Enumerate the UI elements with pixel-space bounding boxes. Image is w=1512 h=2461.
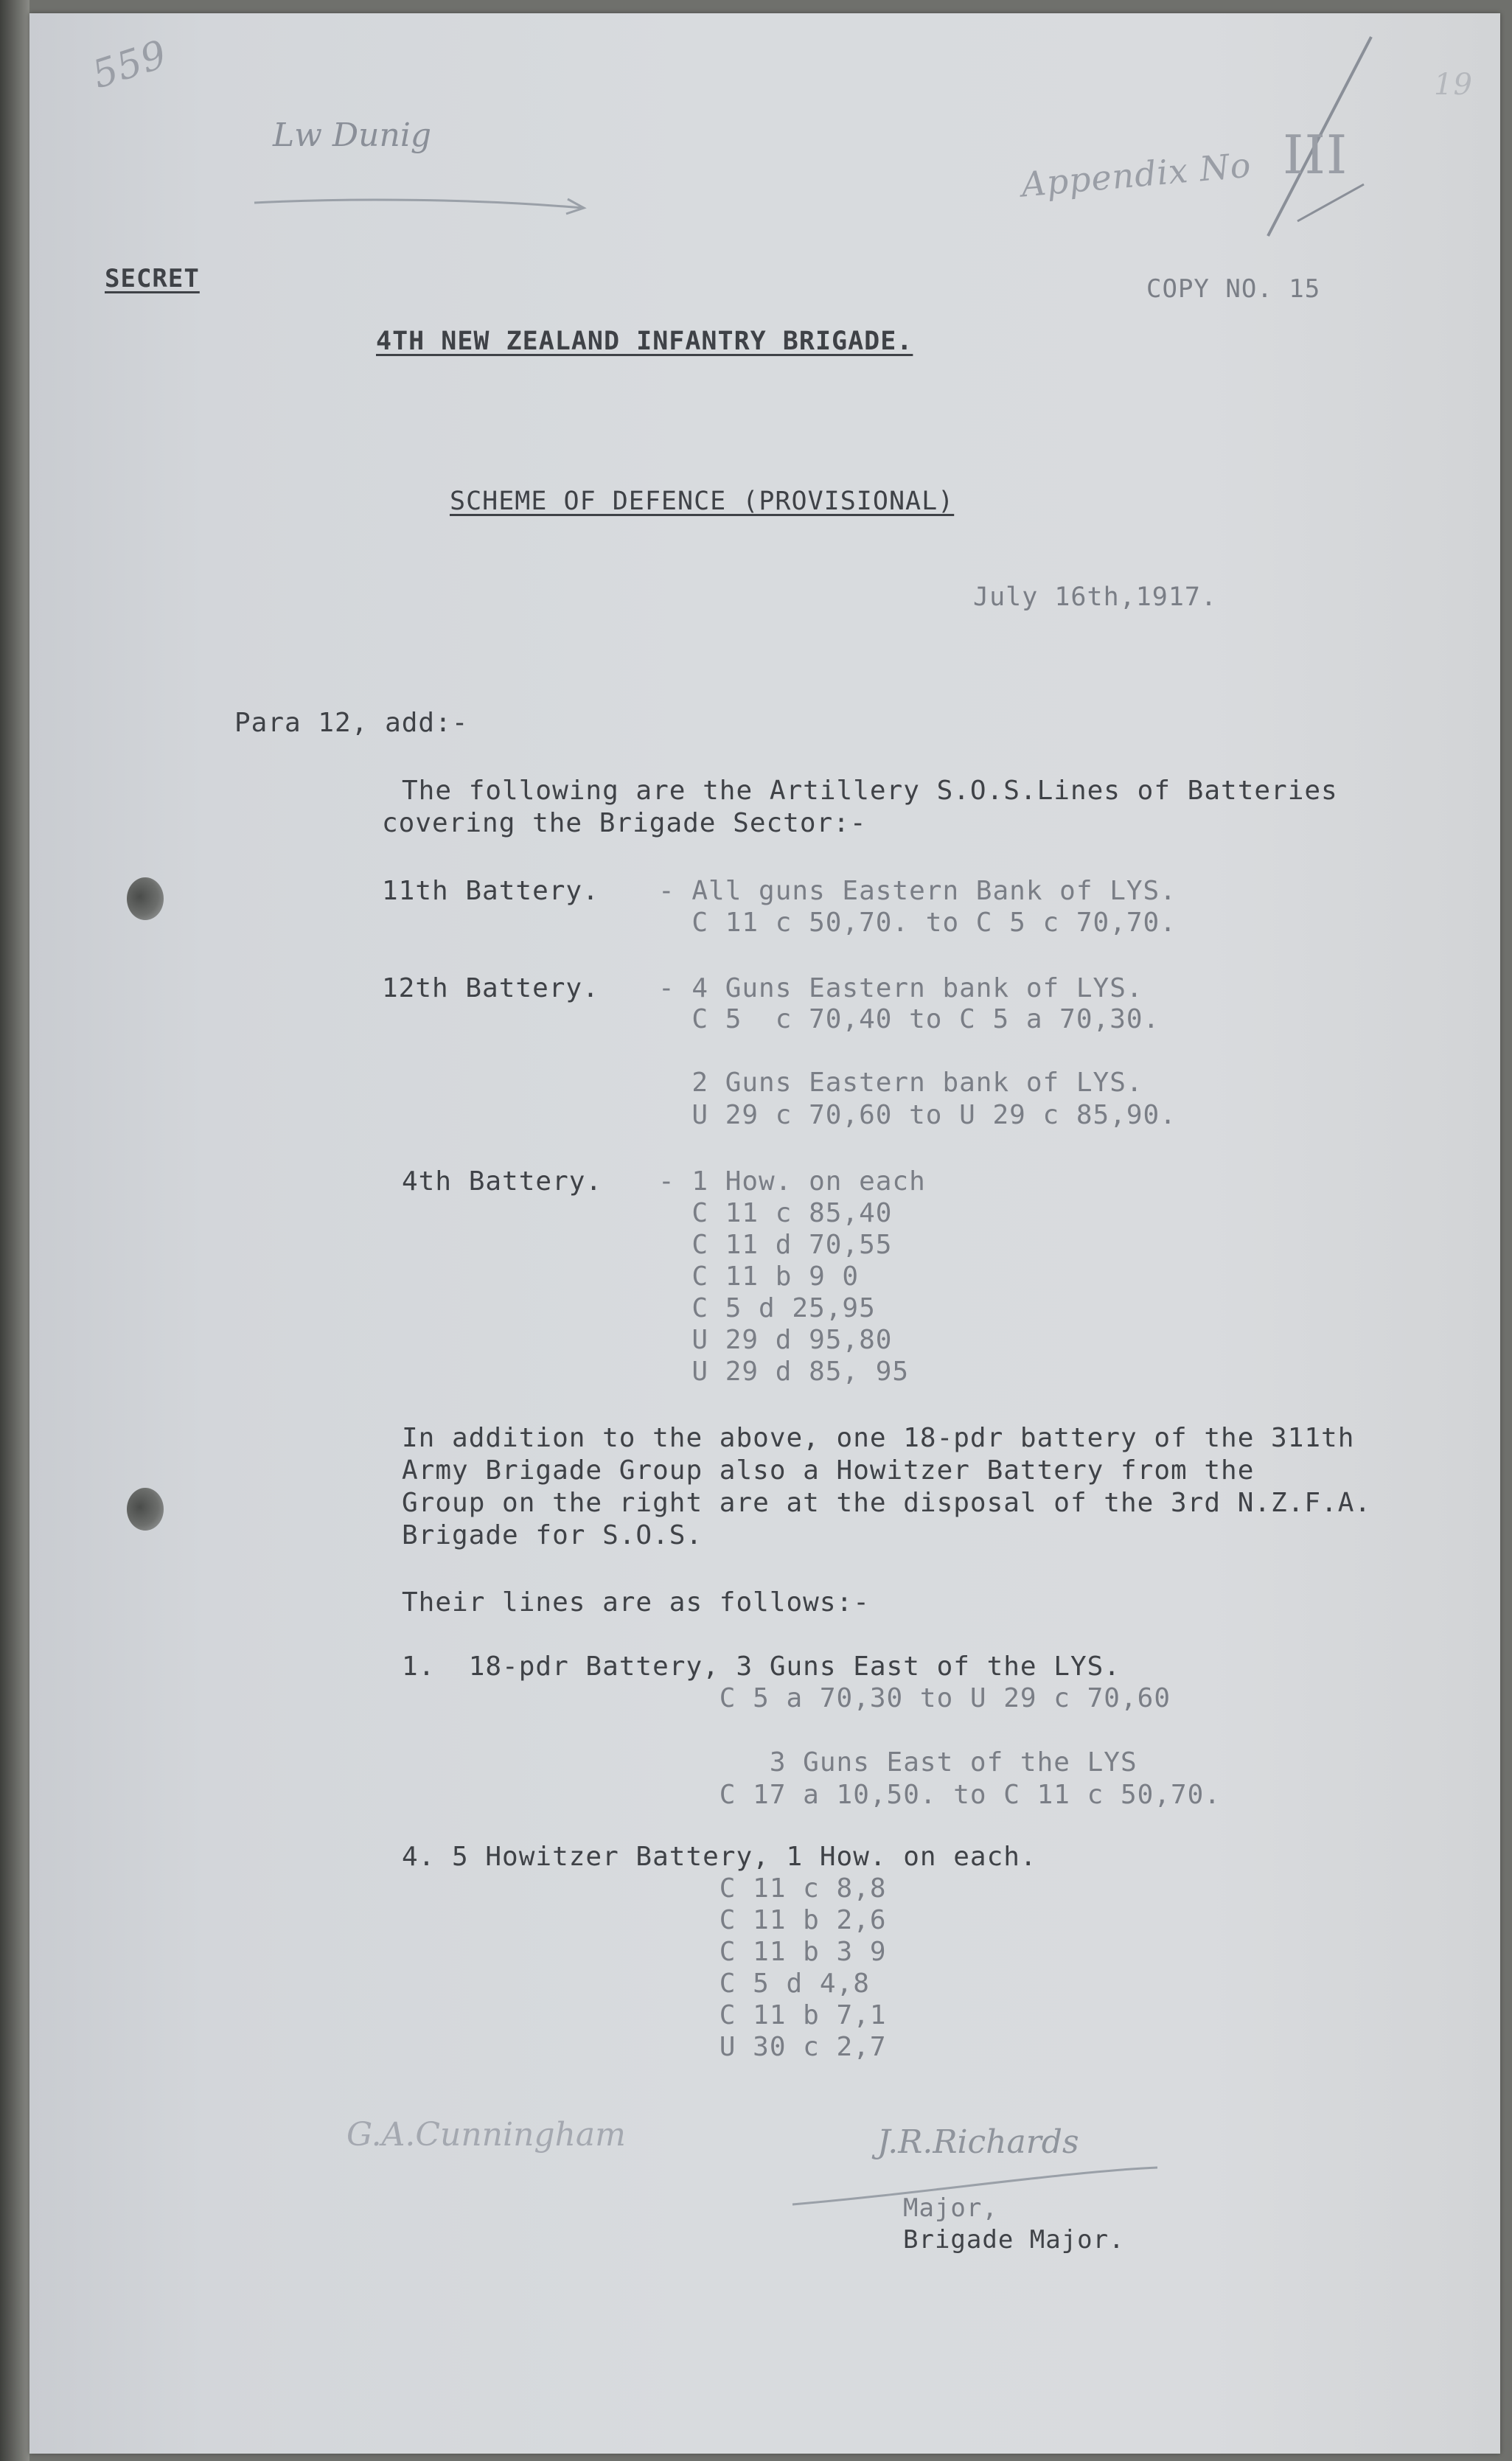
battery-line: C 11 c 85,40 (658, 1198, 893, 1228)
addition-line-2: Army Brigade Group also a Howitzer Battery from the (402, 1455, 1255, 1486)
intro-line-2: covering the Brigade Sector:- (382, 808, 867, 838)
battery-line: - 1 How. on each (658, 1166, 926, 1197)
battery-line: U 29 c 70,60 to U 29 c 85,90. (658, 1100, 1177, 1130)
battery-line: - 4 Guns Eastern bank of LYS. (658, 973, 1143, 1003)
battery-line: 2 Guns Eastern bank of LYS. (658, 1068, 1143, 1098)
battery-line: - All guns Eastern Bank of LYS. (658, 876, 1177, 906)
item1-line: C 5 a 70,30 to U 29 c 70,60 (402, 1683, 1171, 1713)
battery-name: 12th Battery. (382, 973, 599, 1003)
battery-line: C 11 d 70,55 (658, 1230, 893, 1260)
battery-line: C 5 d 25,95 (658, 1293, 876, 1323)
item2-line: C 11 b 2,6 (402, 1905, 887, 1935)
addition-line-1: In addition to the above, one 18-pdr battery of the 311th (402, 1423, 1355, 1453)
appendix-label: Appendix No (1020, 145, 1253, 205)
item2-line: C 11 b 3 9 (402, 1937, 887, 1967)
signature-right: J.R.Richards (877, 2123, 1079, 2161)
item2-line: 4. 5 Howitzer Battery, 1 How. on each. (402, 1842, 1037, 1872)
addition-line-3: Group on the right are at the disposal of the 3rd N.Z.F.A. (402, 1488, 1372, 1518)
signatory-appointment: Brigade Major. (903, 2225, 1125, 2255)
sheet-number: 19 (1434, 68, 1473, 102)
item1-line: 3 Guns East of the LYS (402, 1747, 1138, 1778)
signatory-rank: Major, (903, 2193, 998, 2223)
item2-line: C 11 b 7,1 (402, 2000, 887, 2030)
initials-scrawl-render: Lw Dunig (273, 116, 432, 154)
para-reference: Para 12, add:- (234, 708, 469, 738)
lines-intro: Their lines are as follows:- (402, 1587, 870, 1618)
copy-number: COPY NO. 15 (1146, 274, 1321, 304)
appendix-number: III (1283, 124, 1348, 186)
item1-line: C 17 a 10,50. to C 11 c 50,70. (402, 1780, 1222, 1810)
item2-line: U 30 c 2,7 (402, 2032, 887, 2062)
battery-name: 11th Battery. (382, 876, 599, 906)
intro-line-1: The following are the Artillery S.O.S.Lines of Batteries (402, 776, 1338, 806)
classification-label: SECRET (105, 264, 200, 293)
document-date: July 16th,1917. (973, 582, 1218, 612)
battery-line: C 5 c 70,40 to C 5 a 70,30. (658, 1004, 1160, 1034)
battery-line: C 11 c 50,70. to C 5 c 70,70. (658, 908, 1177, 938)
document-title: SCHEME OF DEFENCE (PROVISIONAL) (450, 487, 955, 516)
battery-line: U 29 d 85, 95 (658, 1357, 910, 1387)
unit-title: 4TH NEW ZEALAND INFANTRY BRIGADE. (376, 327, 913, 356)
item2-line: C 11 c 8,8 (402, 1873, 887, 1904)
battery-line: U 29 d 95,80 (658, 1325, 893, 1355)
battery-name: 4th Battery. (402, 1166, 603, 1197)
battery-line: C 11 b 9 0 (658, 1261, 860, 1292)
punch-hole (127, 1488, 164, 1531)
item1-line: 1. 18-pdr Battery, 3 Guns East of the LYS. (402, 1651, 1121, 1682)
punch-hole (127, 877, 164, 920)
folio-number: 559 (87, 32, 173, 98)
signature-left: G.A.Cunningham (346, 2116, 626, 2154)
item2-line: C 5 d 4,8 (402, 1969, 870, 1999)
addition-line-4: Brigade for S.O.S. (402, 1520, 703, 1550)
